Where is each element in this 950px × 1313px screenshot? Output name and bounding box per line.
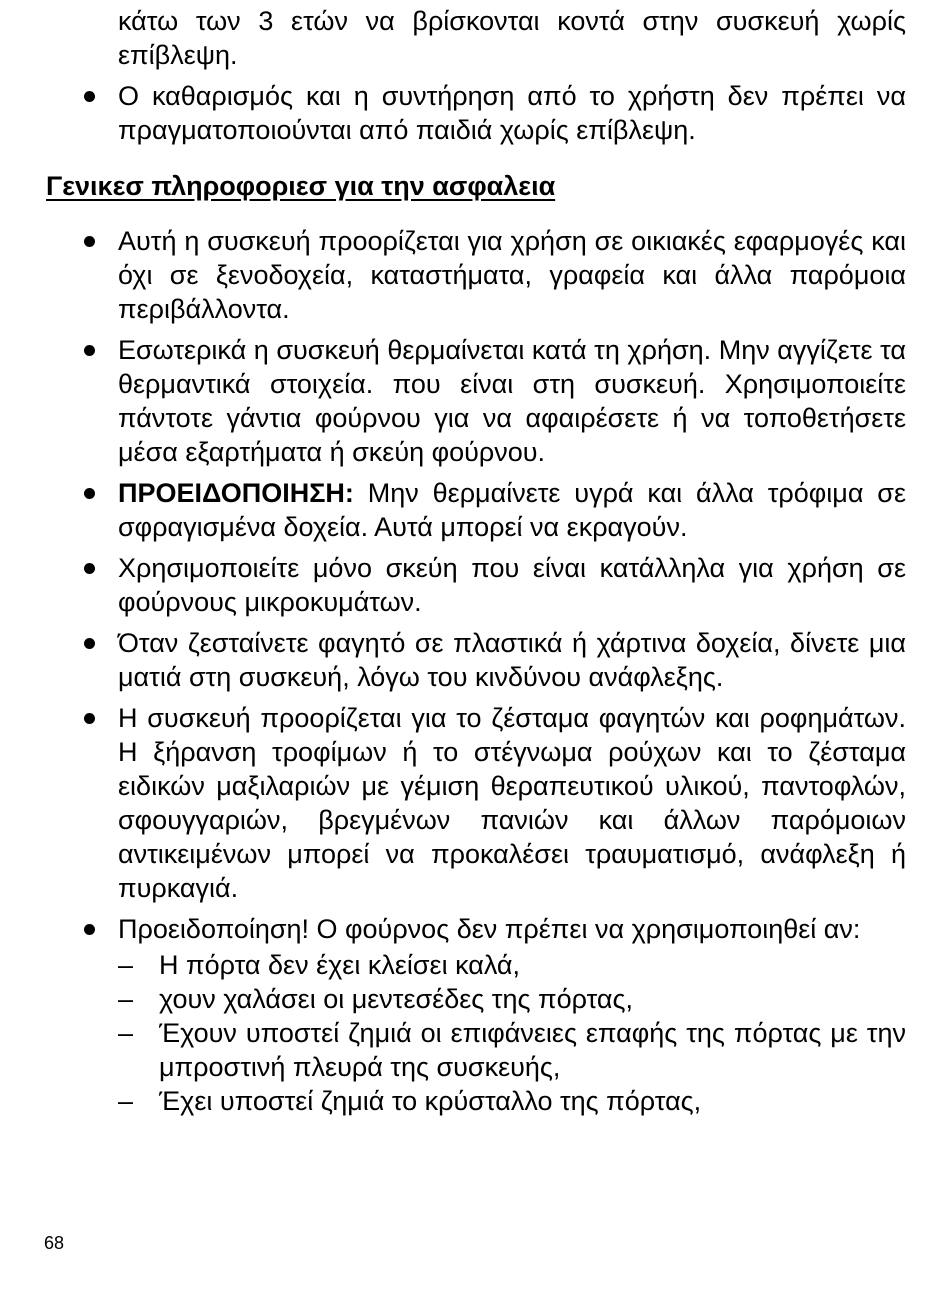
continued-paragraph: κάτω των 3 ετών να βρίσκονται κοντά στην συσκευή χωρίς επίβλεψη.: [118, 6, 906, 70]
bullet-text: Προειδοποίηση! Ο φούρνος δεν πρέπει να χρησιμοποιηθεί αν:: [118, 914, 861, 944]
page-content: [46, 4, 906, 1118]
bullet-text: Αυτή η συσκευή προορίζεται για χρήση σε οικιακές εφαρμογές και όχι σε ξενοδοχεία, καταστήματα, γραφεία και άλλα παρόμοια περιβάλλοντα.: [118, 226, 906, 324]
bullet-item: [46, 551, 906, 619]
sub-list-item: [118, 1084, 906, 1118]
bullet-item: [46, 912, 906, 946]
sub-list-item: [118, 1016, 906, 1084]
bullet-dot-icon: [84, 626, 104, 649]
bullet-item-warning: [46, 476, 906, 544]
bullet-dot-icon: [84, 79, 104, 102]
bullet-text: Χρησιμοποιείτε μόνο σκεύη που είναι κατάλληλα για χρήση σε φούρνους μικροκυμάτων.: [118, 553, 906, 617]
dash-marker: –: [118, 950, 134, 980]
sub-list: [46, 948, 906, 1118]
bullet-dot-icon: [84, 476, 104, 499]
bullet-item: [46, 79, 906, 147]
sub-item-text: Έχουν υποστεί ζημιά οι επιφάνειες επαφής της πόρτας με την μπροστινή πλευρά της συσκευής,: [159, 1018, 906, 1082]
sub-item-text: Έχει υποστεί ζημιά το κρύσταλλο της πόρτας,: [159, 1086, 702, 1116]
bullet-item: [46, 626, 906, 694]
sub-list-item: [118, 948, 906, 982]
bullet-text: Ο καθαρισμός και η συντήρηση από το χρήστη δεν πρέπει να πραγματοποιούνται από παιδιά χωρίς επίβλεψη.: [118, 81, 906, 145]
dash-marker: –: [118, 1018, 134, 1048]
bullet-text: Εσωτερικά η συσκευή θερμαίνεται κατά τη χρήση. Μην αγγίζετε τα θερμαντικά στοιχεία. που είναι στη συσκευή. Χρησιμοποιείτε πάντοτε γάντια φούρνου για να αφαιρέσετε ή να τοποθετήσετε μέσα εξαρτήματα ή σκεύη φούρνου.: [118, 335, 906, 467]
dash-marker: –: [118, 984, 134, 1014]
bullet-dot-icon: [84, 701, 104, 724]
bullet-dot-icon: [84, 912, 104, 935]
bullet-item: [46, 333, 906, 469]
bullet-dot-icon: [84, 333, 104, 356]
warning-label: ΠΡΟΕΙΔΟΠΟΙΗΣΗ:: [118, 478, 354, 508]
section-heading: Γενικεσ πληροφοριεσ για την ασφαλεια: [46, 171, 556, 201]
bullet-item: [46, 701, 906, 905]
bullet-text: Μην θερμαίνετε υγρά και άλλα τρόφιμα σε σφραγισμένα δοχεία. Αυτά μπορεί να εκραγούν.: [118, 478, 906, 542]
bullet-item: [46, 224, 906, 326]
bullet-dot-icon: [84, 224, 104, 247]
page-number: 68: [44, 1233, 65, 1253]
sub-item-text: Η πόρτα δεν έχει κλείσει καλά,: [159, 950, 521, 980]
bullet-dot-icon: [84, 551, 104, 574]
dash-marker: –: [118, 1086, 134, 1116]
sub-list-item: [118, 982, 906, 1016]
bullet-text: Όταν ζεσταίνετε φαγητό σε πλαστικά ή χάρτινα δοχεία, δίνετε μια ματιά στη συσκευή, λόγω του κινδύνου ανάφλεξης.: [118, 628, 906, 692]
sub-item-text: χουν χαλάσει οι μεντεσέδες της πόρτας,: [159, 984, 634, 1014]
bullet-text: Η συσκευή προορίζεται για το ζέσταμα φαγητών και ροφημάτων. Η ξήρανση τροφίμων ή το στέγνωμα ρούχων και το ζέσταμα ειδικών μαξιλαριών με γέμιση θεραπευτικού υλικού, παντοφλών, σφουγγαριών, βρεγμένων πανιών και άλλων παρόμοιων αντικειμένων μπορεί να προκαλέσει τραυματισμό, ανάφλεξη ή πυρκαγιά.: [118, 703, 906, 903]
